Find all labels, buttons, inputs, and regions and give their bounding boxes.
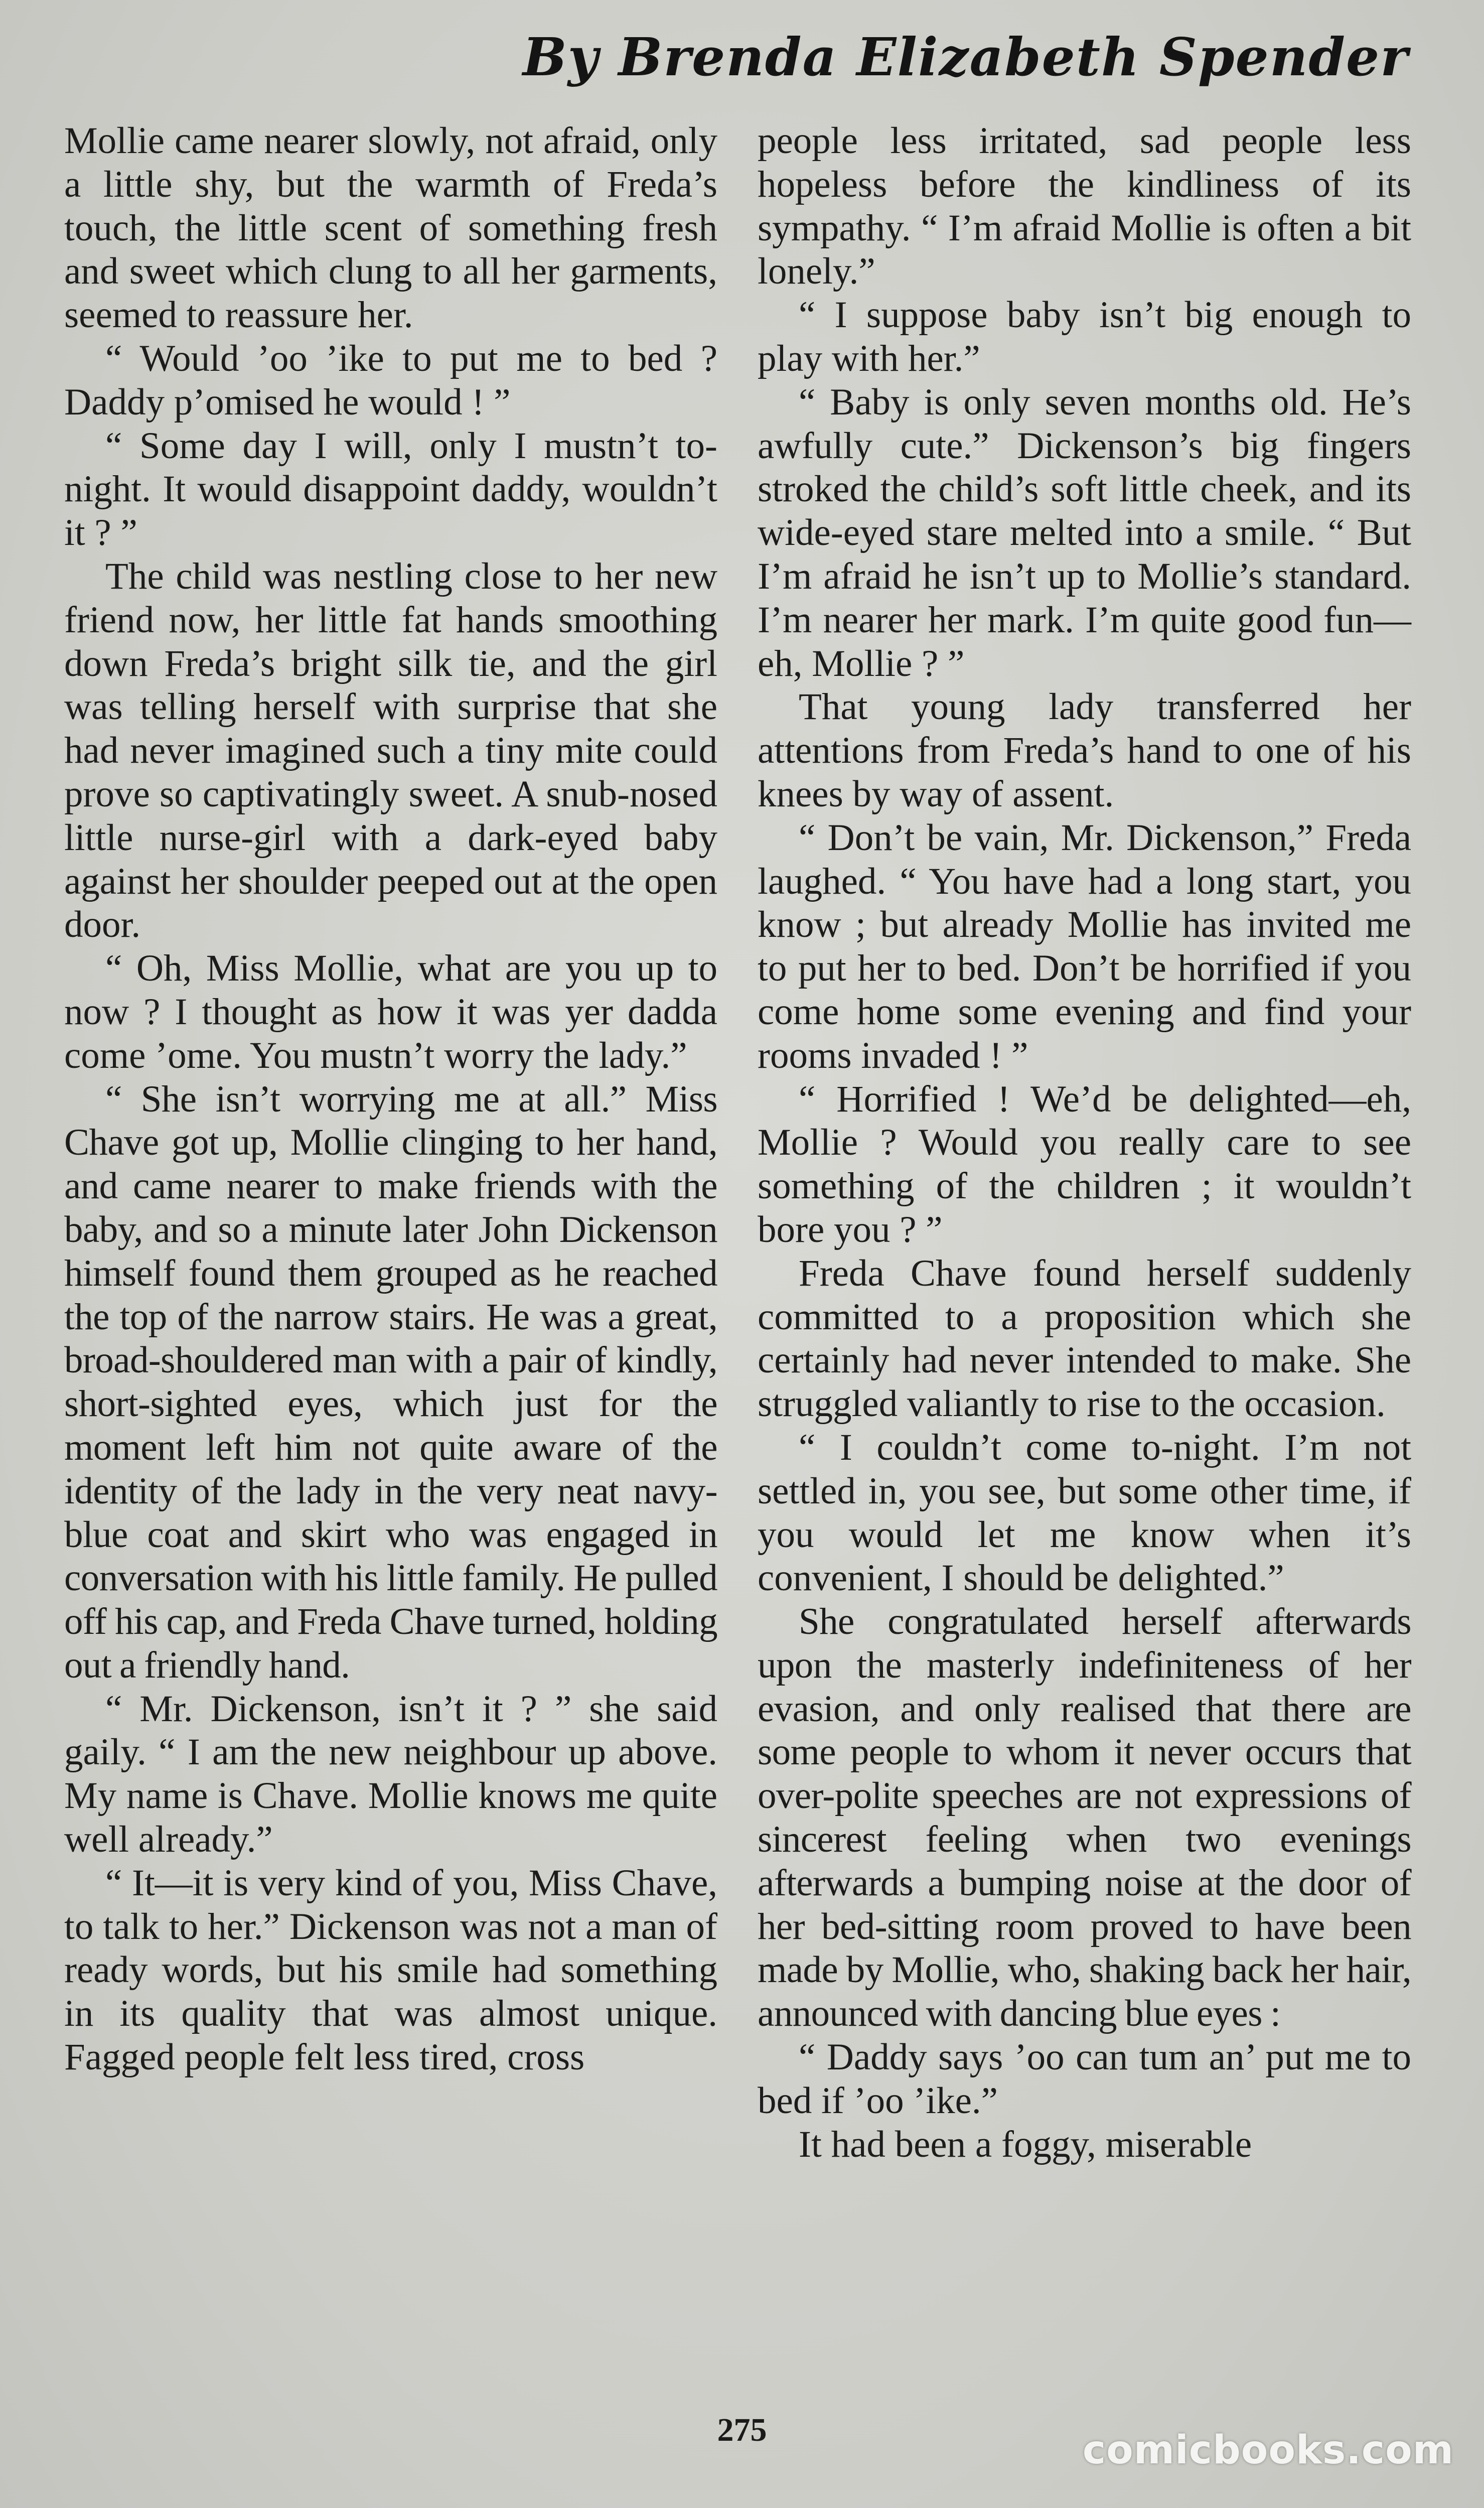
paragraph: “ I couldn’t come to-night. I’m not settled in, you see, but some other time, if you would let me know when it’s convenient, I should be delighted.” [758, 1426, 1411, 1599]
paragraph: “ Daddy says ’oo can tum an’ put me to bed if ’oo ’ike.” [758, 2036, 1411, 2122]
paragraph: “ I suppose baby isn’t big enough to play with her.” [758, 294, 1411, 379]
paragraph: “ She isn’t worrying me at all.” Miss Chave got up, Mollie clinging to her hand, and came nearer to make friends with the baby, and so a minute later John Dickenson himself found them grouped as he reached the top of the narrow stairs. He was a great, broad-shouldered man with a pair of kindly, short-sighted eyes, which just for the moment left him not quite aware of the identity of the lady in the very neat navy-blue coat and skirt who was engaged in conversation with his little family. He pulled off his cap, and Freda Chave turned, holding out a friendly hand. [64, 1078, 717, 1686]
paragraph: “ It—it is very kind of you, Miss Chave, to talk to her.” Dickenson was not a man of ready words, but his smile had something in its quality that was almost unique. Fagged people felt less tired, cross [64, 1862, 717, 2078]
paragraph: “ Don’t be vain, Mr. Dickenson,” Freda laughed. “ You have had a long start, you know ; but already Mollie has invited me to put her to bed. Don’t be horrified if you come home some evening and find your rooms invaded ! ” [758, 816, 1411, 1076]
paragraph: “ Horrified ! We’d be delighted—eh, Mollie ? Would you really care to see something of the children ; it wouldn’t bore you ? ” [758, 1078, 1411, 1250]
paragraph: “ Would ’oo ’ike to put me to bed ? Daddy p’omised he would ! ” [64, 337, 717, 423]
page-number: 275 [717, 2412, 767, 2448]
paragraph: That young lady transferred her attentions from Freda’s hand to one of his knees by way of assent. [758, 686, 1411, 815]
paragraph: “ Baby is only seven months old. He’s awfully cute.” Dickenson’s big fingers stroked the child’s soft little cheek, and its wide-eyed stare melted into a smile. “ But I’m afraid he isn’t up to Mollie’s standard. I’m nearer her mark. I’m quite good fun—eh, Mollie ? ” [758, 381, 1411, 684]
paragraph: “ Mr. Dickenson, isn’t it ? ” she said gaily. “ I am the new neighbour up above. My name is Chave. Mollie knows me quite well already.” [64, 1688, 717, 1861]
site-watermark: comicbooks.com [1082, 2428, 1454, 2473]
paragraph: Mollie came nearer slowly, not afraid, only a little shy, but the warmth of Freda’s touch, the little scent of something fresh and sweet which clung to all her garments, seemed to reassure her. [64, 120, 717, 336]
paragraph: “ Oh, Miss Mollie, what are you up to now ? I thought as how it was yer dadda come ’ome. You mustn’t worry the lady.” [64, 947, 717, 1076]
paragraph: Freda Chave found herself suddenly committed to a proposition which she certainly had never intended to make. She struggled valiantly to rise to the occasion. [758, 1252, 1411, 1425]
paragraph: It had been a foggy, miserable [799, 2123, 1252, 2165]
left-text-column [64, 119, 717, 2079]
paragraph: The child was nestling close to her new friend now, her little fat hands smoothing down Freda’s bright silk tie, and the girl was telling herself with surprise that she had never imagined such a tiny mite could prove so captivatingly sweet. A snub-nosed little nurse-girl with a dark-eyed baby against her shoulder peeped out at the open door. [64, 555, 717, 946]
author-byline: By Brenda Elizabeth Spender [522, 26, 1409, 88]
paragraph: She congratulated herself afterwards upon the masterly indefiniteness of her evasion, and only realised that there are some people to whom it never occurs that over-polite speeches are not expressions of sincerest feeling when two evenings afterwards a bumping noise at the door of her bed-sitting room proved to have been made by Mollie, who, shaking back her hair, announced with dancing blue eyes : [758, 1601, 1411, 2035]
paragraph: people less irritated, sad people less hopeless before the kindliness of its sympathy. “ I’m afraid Mollie is often a bit lonely.” [758, 120, 1411, 293]
paragraph: “ Some day I will, only I mustn’t to-night. It would disappoint daddy, wouldn’t it ? ” [64, 425, 717, 554]
right-text-column [758, 119, 1411, 2166]
